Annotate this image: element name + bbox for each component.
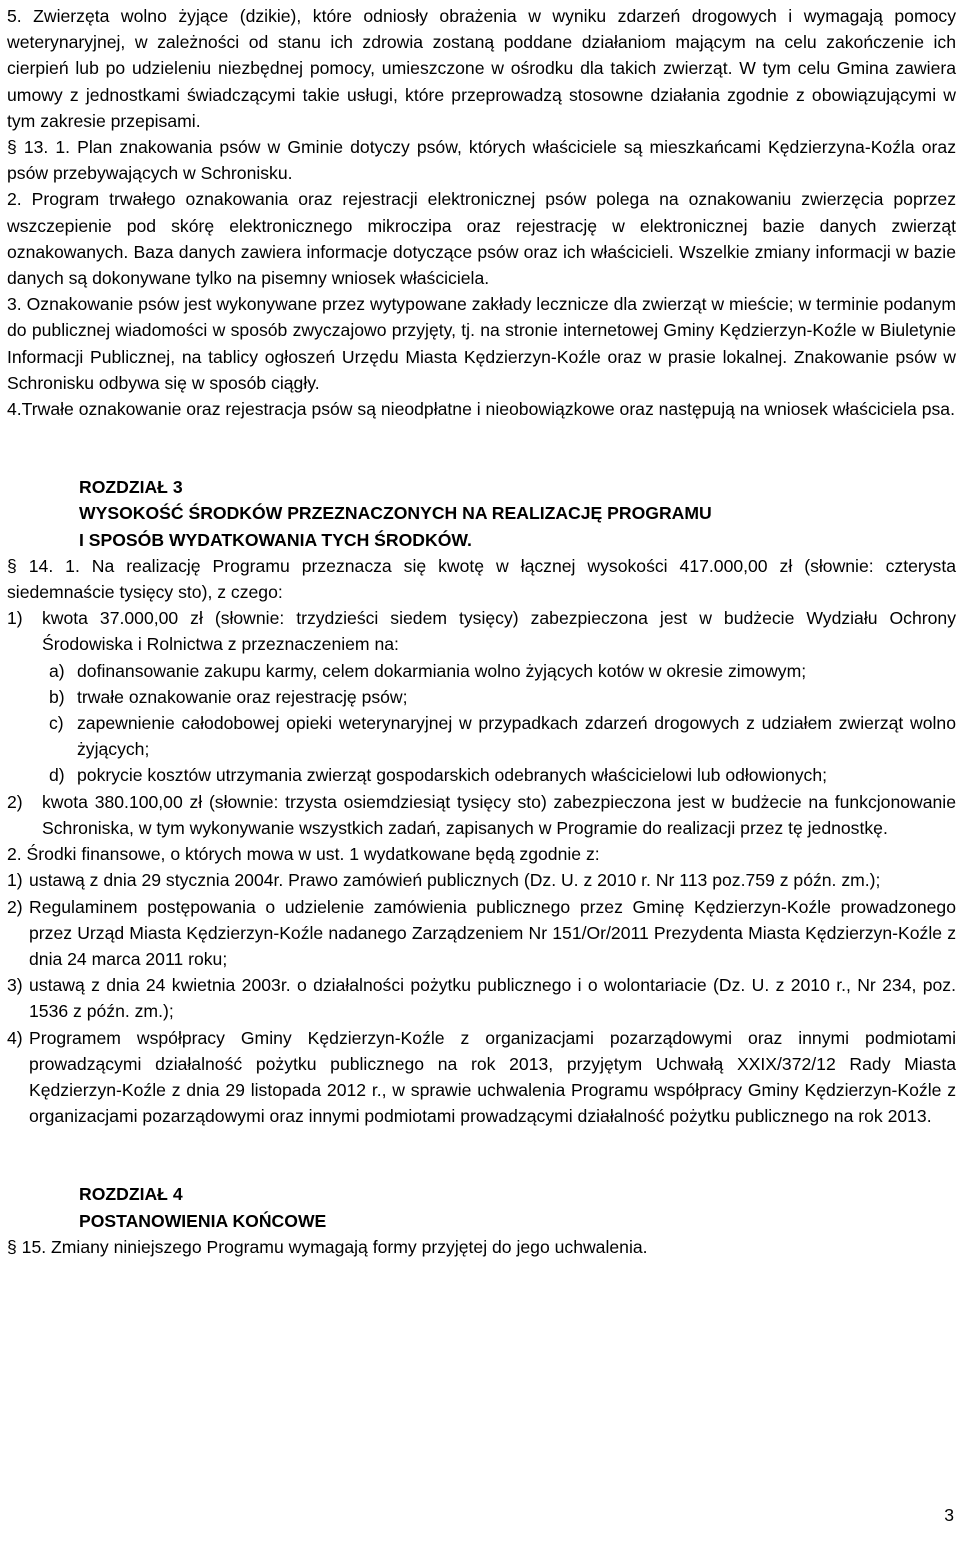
amount-text: kwota 380.100,00 zł (słownie: trzysta osiemdziesiąt tysięcy sto) zabezpieczona jest w budżecie na funkcjonowanie Schroniska, w tym wykonywanie wszystkich zadań, zapisanych w Programie do realizacji przez tę jednostkę. bbox=[42, 791, 956, 838]
amount-item-1 bbox=[7, 605, 956, 657]
list-letter: d) bbox=[49, 765, 65, 786]
list-number: 1) bbox=[7, 608, 23, 629]
law-text: ustawą z dnia 24 kwietnia 2003r. o działalności pożytku publicznego i o wolontariacie (Dz. U. z 2010 r., Nr 234, poz. 1536 z późn. zm.); bbox=[29, 975, 956, 1022]
section-13-item-3: 3. Oznakowanie psów jest wykonywane przez wytypowane zakłady lecznicze dla zwierząt w mieście; w terminie podanym do publicznej wiadomości w sposób zwyczajowo przyjęty, tj. na stronie internetowej Gminy Kędzierzyn-Koźle w Biuletynie Informacji Publicznej, na tablicy ogłoszeń Urzędu Miasta Kędzierzyn-Koźle oraz w prasie lokalnej. Znakowanie psów w Schronisku odbywa się w sposób ciągły. bbox=[7, 294, 956, 393]
chapter-3-label: ROZDZIAŁ 3 bbox=[79, 477, 183, 498]
amount-item-2 bbox=[7, 789, 956, 841]
law-item-4 bbox=[7, 1025, 956, 1130]
purpose-text: zapewnienie całodobowej opieki weterynaryjnej w przypadkach zdarzeń drogowych z udziałem zwierząt wolno żyjących; bbox=[77, 713, 956, 760]
list-letter: c) bbox=[49, 713, 64, 734]
purpose-item-d bbox=[7, 762, 956, 788]
list-number: 2) bbox=[7, 791, 23, 812]
list-number: 2) bbox=[7, 896, 23, 917]
law-item-2 bbox=[7, 894, 956, 973]
section-14-item-1: § 14. 1. Na realizację Programu przeznacza się kwotę w łącznej wysokości 417.000,00 zł (słownie: czterysta siedemnaście tysięcy sto), z czego: bbox=[7, 555, 956, 603]
chapter-4-label: ROZDZIAŁ 4 bbox=[79, 1184, 183, 1205]
chapter-3-heading bbox=[7, 474, 956, 553]
purpose-item-a bbox=[7, 658, 956, 684]
document-page bbox=[7, 3, 956, 1260]
chapter-3-title-line-2: I SPOSÓB WYDATKOWANIA TYCH ŚRODKÓW. bbox=[79, 529, 472, 550]
amount-text: kwota 37.000,00 zł (słownie: trzydzieści siedem tysięcy) zabezpieczona jest w budżecie Wydziału Ochrony Środowiska i Rolnictwa z przeznaczeniem na: bbox=[42, 608, 956, 655]
law-text: Regulaminem postępowania o udzielenie zamówienia publicznego przez Gminę Kędzierzyn-Koźle prowadzonego przez Urząd Miasta Kędzierzyn-Koźle nadanego Zarządzeniem Nr 151/Or/2011 Prezydenta Miasta Kędzierzyn-Koźle z dnia 24 marca 2011 roku; bbox=[29, 896, 956, 969]
section-14-item-2: 2. Środki finansowe, o których mowa w ust. 1 wydatkowane będą zgodnie z: bbox=[7, 844, 600, 865]
purpose-text: trwałe oznakowanie oraz rejestrację psów; bbox=[77, 686, 408, 707]
chapter-3-title-line-1: WYSOKOŚĆ ŚRODKÓW PRZEZNACZONYCH NA REALIZACJĘ PROGRAMU bbox=[79, 503, 712, 524]
section-13-item-2: 2. Program trwałego oznakowania oraz rejestracji elektronicznej psów polega na oznakowaniu zwierzęcia poprzez wszczepienie pod skórę elektronicznego mikroczipa oraz rejestrację w elektronicznej bazie danych zwierząt oznakowanych. Baza danych zawiera informacje dotyczące psów oraz ich właścicieli. Wszelkie zmiany informacji w bazie danych są dokonywane tylko na pisemny wniosek właściciela. bbox=[7, 189, 956, 289]
chapter-4-heading bbox=[7, 1181, 956, 1233]
purpose-text: pokrycie kosztów utrzymania zwierząt gospodarskich odebranych właścicielowi lub odłowionych; bbox=[77, 765, 828, 786]
list-number: 3) bbox=[7, 975, 23, 996]
chapter-4-title: POSTANOWIENIA KOŃCOWE bbox=[79, 1210, 327, 1231]
list-number: 1) bbox=[7, 870, 23, 891]
section-13-item-1: § 13. 1. Plan znakowania psów w Gminie dotyczy psów, których właściciele są mieszkańcami Kędzierzyna-Koźla oraz psów przebywających w Schronisku. bbox=[7, 137, 956, 184]
law-item-3 bbox=[7, 972, 956, 1024]
purpose-item-c bbox=[7, 710, 956, 762]
purpose-item-b bbox=[7, 684, 956, 710]
law-item-1 bbox=[7, 867, 956, 893]
law-text: ustawą z dnia 29 stycznia 2004r. Prawo zamówień publicznych (Dz. U. z 2010 r. Nr 113 poz.759 z późn. zm.); bbox=[29, 870, 881, 891]
list-number: 4) bbox=[7, 1027, 23, 1048]
purpose-text: dofinansowanie zakupu karmy, celem dokarmiania wolno żyjących kotów w okresie zimowym; bbox=[77, 660, 807, 681]
section-15: § 15. Zmiany niniejszego Programu wymagają formy przyjętej do jego uchwalenia. bbox=[7, 1236, 648, 1257]
paragraph-5-wild-animals: 5. Zwierzęta wolno żyjące (dzikie), które odniosły obrażenia w wyniku zdarzeń drogowych i wymagają pomocy weterynaryjnej, w zależności od stanu ich zdrowia zostaną poddane działaniom mającym na celu zakończenie ich cierpień lub po udzieleniu niezbędnej pomocy, umieszczone w ośrodku dla takich zwierząt. W tym celu Gmina zawiera umowy z jednostkami świadczącymi takie usługi, które przeprowadzą stosowne działania zgodnie z obowiązującymi w tym zakresie przepisami. bbox=[7, 6, 956, 131]
law-text: Programem współpracy Gminy Kędzierzyn-Koźle z organizacjami pozarządowymi oraz innymi podmiotami prowadzącymi działalność pożytku publicznego na rok 2013, przyjętym Uchwałą XXIX/372/12 Rady Miasta Kędzierzyn-Koźle z dnia 29 listopada 2012 r., w sprawie uchwalenia Programu współpracy Gminy Kędzierzyn-Koźle z organizacjami pozarządowymi oraz innymi podmiotami prowadzącymi działalność pożytku publicznego na rok 2013. bbox=[29, 1027, 956, 1127]
page-number: 3 bbox=[944, 1505, 954, 1525]
section-13-item-4: 4.Trwałe oznakowanie oraz rejestracja psów są nieodpłatne i nieobowiązkowe oraz następują na wniosek właściciela psa. bbox=[7, 399, 955, 420]
list-letter: b) bbox=[49, 686, 65, 707]
list-letter: a) bbox=[49, 660, 65, 681]
